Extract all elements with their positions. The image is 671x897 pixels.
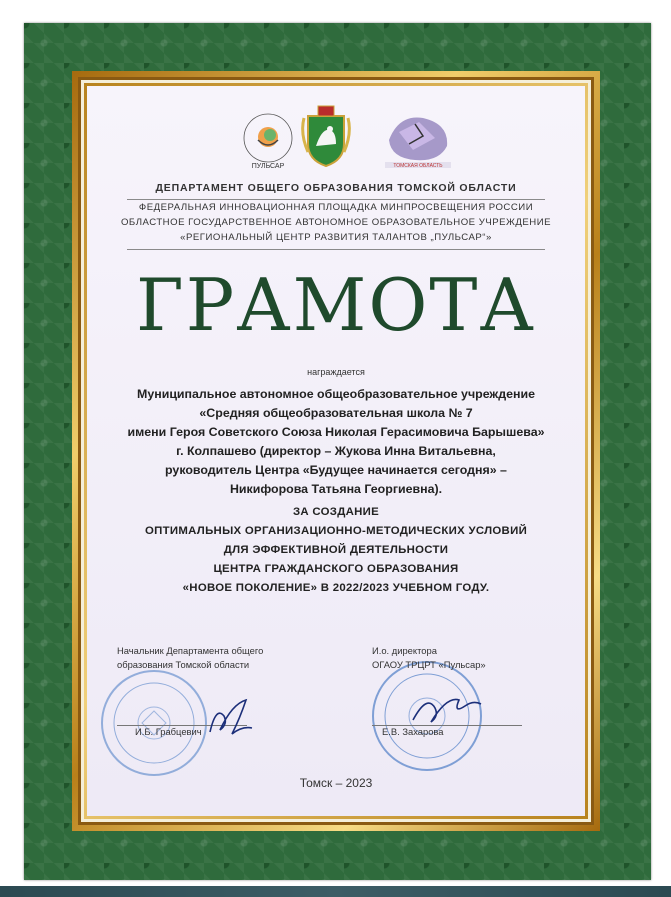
coat-of-arms-icon bbox=[300, 104, 352, 170]
left-signer-position: Начальник Департамента общего bbox=[117, 645, 264, 656]
reason-line: ЗА СОЗДАНИЕ bbox=[292, 506, 380, 518]
recipient-line: Никифорова Татьяна Георгиевна). bbox=[229, 482, 443, 496]
tomsk-region-logo-icon bbox=[379, 110, 457, 170]
stamp-seal-icon bbox=[97, 666, 212, 781]
pulsar-logo-icon bbox=[237, 110, 299, 172]
tomsk-logo-text: ТОМСКАЯ ОБЛАСТЬ bbox=[393, 163, 443, 169]
reason-line: ДЛЯ ЭФФЕКТИВНОЙ ДЕЯТЕЛЬНОСТИ bbox=[223, 544, 449, 556]
certificate bbox=[24, 23, 651, 880]
recipient-line: г. Колпашево (директор – Жукова Инна Витальевна, bbox=[176, 444, 496, 458]
right-signer-position: И.о. директора bbox=[372, 645, 437, 656]
window-bottom-bar bbox=[0, 886, 671, 897]
left-signer-name: И.Б. Грабцевич bbox=[135, 726, 202, 737]
awarded-label: награждается bbox=[307, 367, 365, 377]
signature-icon bbox=[202, 696, 257, 741]
divider bbox=[127, 249, 545, 250]
frame-dark-band bbox=[78, 77, 594, 825]
recipient-line: имени Героя Советского Союза Николая Герасимовича Барышева» bbox=[127, 425, 545, 439]
certificate-paper bbox=[87, 86, 585, 816]
organization-line: ФЕДЕРАЛЬНАЯ ИННОВАЦИОННАЯ ПЛОЩАДКА МИНПРОСВЕЩЕНИЯ РОССИИ bbox=[138, 202, 534, 213]
gold-frame bbox=[72, 71, 600, 831]
frame-ivory-band bbox=[81, 80, 591, 822]
signature-icon bbox=[407, 686, 487, 731]
pulsar-logo-text: ПУЛЬСАР bbox=[251, 163, 285, 170]
divider bbox=[127, 199, 545, 200]
right-signer-name: Е.В. Захарова bbox=[382, 726, 444, 737]
left-signer-position: образования Томской области bbox=[117, 659, 250, 670]
reason-line: ОПТИМАЛЬНЫХ ОРГАНИЗАЦИОННО-МЕТОДИЧЕСКИХ УСЛОВИЙ bbox=[144, 525, 528, 537]
city-year: Томск – 2023 bbox=[299, 776, 373, 790]
reason-line: «НОВОЕ ПОКОЛЕНИЕ» В 2022/2023 УЧЕБНОМ ГОДУ. bbox=[182, 582, 490, 594]
certificate-title: ГРАМОТА bbox=[136, 263, 536, 347]
department-heading: ДЕПАРТАМЕНТ ОБЩЕГО ОБРАЗОВАНИЯ ТОМСКОЙ ОБЛАСТИ bbox=[155, 182, 517, 194]
recipient-line: руководитель Центра «Будущее начинается сегодня» – bbox=[165, 463, 507, 477]
organization-line: «РЕГИОНАЛЬНЫЙ ЦЕНТР РАЗВИТИЯ ТАЛАНТОВ „ПУЛЬСАР“» bbox=[180, 232, 492, 243]
organization-line: ОБЛАСТНОЕ ГОСУДАРСТВЕННОЕ АВТОНОМНОЕ ОБРАЗОВАТЕЛЬНОЕ УЧРЕЖДЕНИЕ bbox=[120, 217, 552, 228]
reason-line: ЦЕНТРА ГРАЖДАНСКОГО ОБРАЗОВАНИЯ bbox=[213, 563, 459, 575]
recipient-line: «Средняя общеобразовательная школа № 7 bbox=[199, 406, 473, 420]
right-signer-position: ОГАОУ ТРЦРТ «Пульсар» bbox=[372, 659, 486, 670]
frame-inner-gold-band bbox=[84, 83, 588, 819]
recipient-line: Муниципальное автономное общеобразовательное учреждение bbox=[137, 387, 535, 401]
